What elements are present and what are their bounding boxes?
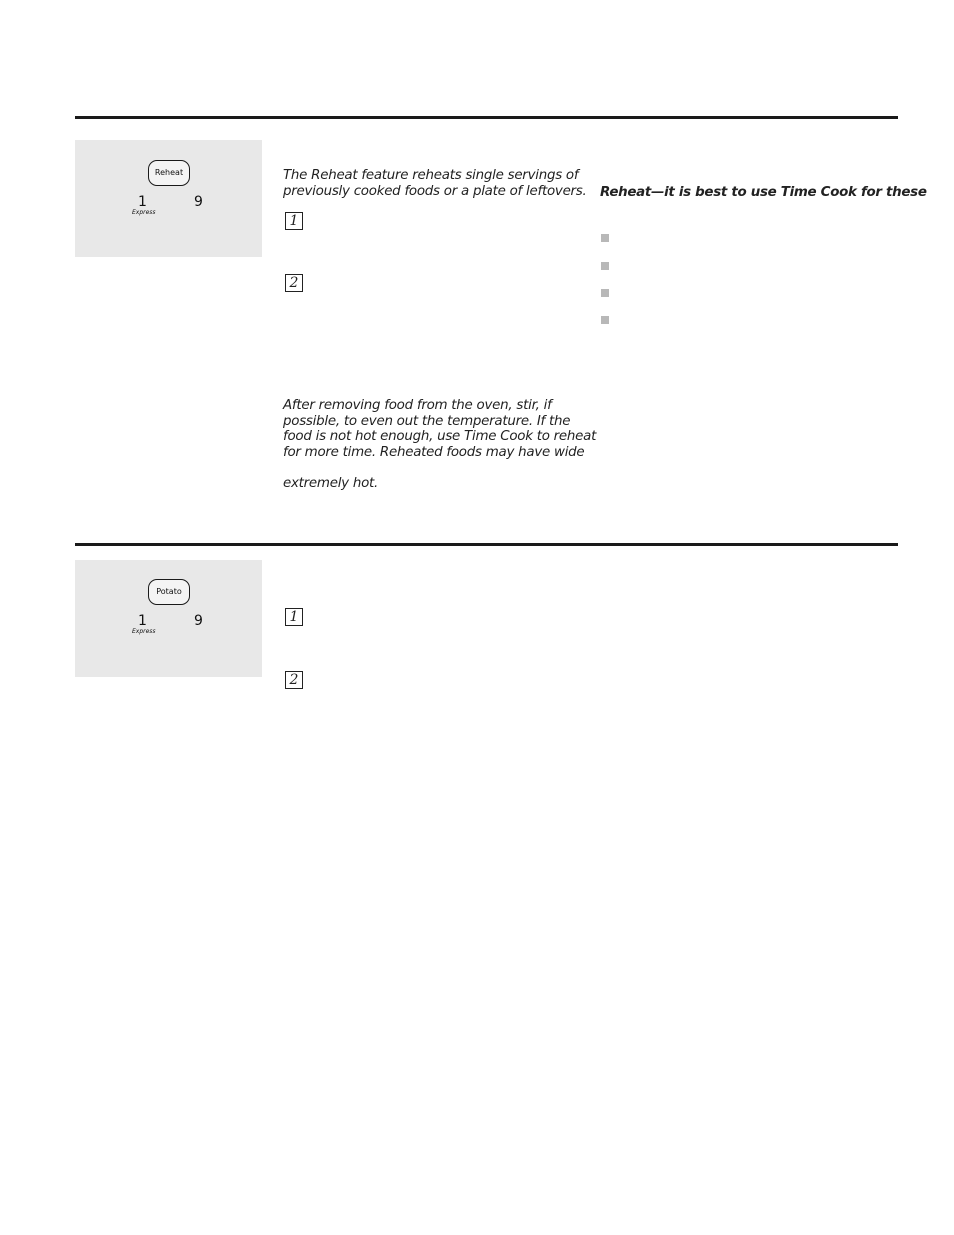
reheat-right-heading: Reheat—it is best to use Time Cook for these [600,185,927,200]
keypad-key-1-sublabel: Express [132,209,156,216]
potato-key-button[interactable]: Potato [148,579,190,605]
keypad-key-9[interactable]: 9 [194,613,203,629]
reheat-tip-line-2: possible, to even out the temperature. If the [283,413,571,429]
bullet-marker [601,234,609,242]
reheat-intro-line-1: The Reheat feature reheats single servings of [283,168,579,183]
reheat-step-1-badge: 1 [285,212,303,230]
reheat-intro-line-2: previously cooked foods or a plate of leftovers. [283,183,587,199]
potato-keypad-panel [75,560,262,677]
bullet-marker [601,316,609,324]
reheat-key-button[interactable]: Reheat [148,160,190,186]
section-divider-reheat [75,116,898,119]
reheat-intro-text [283,168,587,199]
section-divider-potato [75,543,898,546]
keypad-key-1-sublabel: Express [132,628,156,635]
reheat-keypad-panel [75,140,262,257]
keypad-key-9[interactable]: 9 [194,194,203,210]
reheat-tip-last-line: extremely hot. [283,476,379,491]
potato-step-2-badge: 2 [285,671,303,689]
bullet-marker [601,262,609,270]
reheat-step-2-badge: 2 [285,274,303,292]
reheat-tip-line-4: for more time. Reheated foods may have wide [283,444,585,460]
keypad-key-1[interactable]: 1 [138,613,147,629]
potato-step-1-badge: 1 [285,608,303,626]
keypad-key-1[interactable]: 1 [138,194,147,210]
reheat-tip-line-3: food is not hot enough, use Time Cook to reheat [283,429,597,445]
reheat-tip-line-1: After removing food from the oven, stir, if [283,398,552,413]
bullet-marker [601,289,609,297]
reheat-tip-text [283,398,596,460]
